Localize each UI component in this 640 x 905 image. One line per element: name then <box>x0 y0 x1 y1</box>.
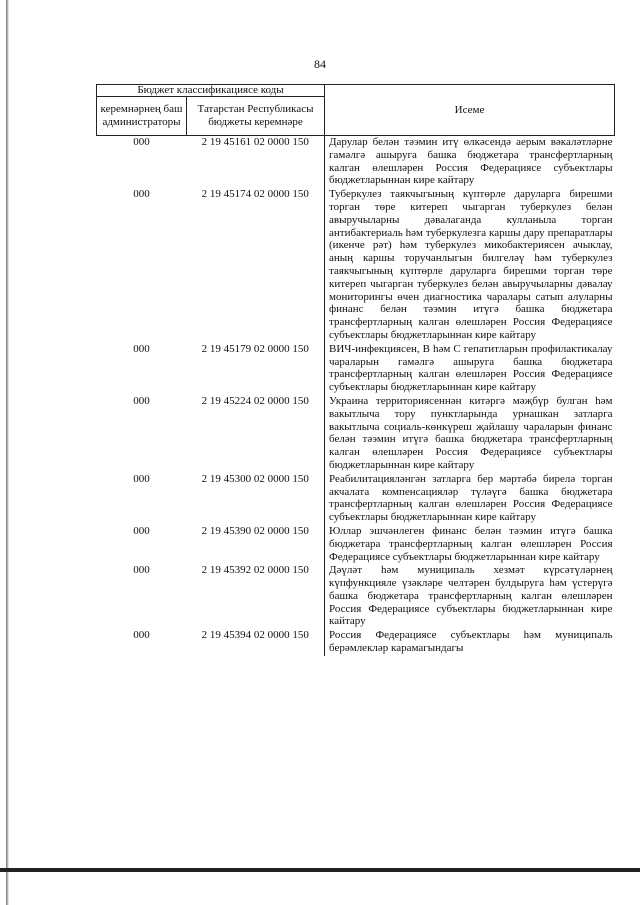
scan-left-edge <box>6 0 9 905</box>
admin-code-cell: 000 <box>133 394 150 407</box>
header-name-column: Исеме <box>325 85 615 136</box>
table-row <box>97 564 615 629</box>
revenue-name-text: Туберкулез таякчыгының күптөрле даруларга бирешми торган төре китереп чыгарган туберкулез белән авыручыларны дәвалаганда кулланыла торган антибактериаль һәм туберкулезга каршы дару препаратлары (икенче рәт) һәм туберкулез микобактериясен ачыклау, аның каршы торучанлыгын билгеләү һәм туберкулез таякчыгының күптөрле даруларга бирешми торган төре китереп чыгарган туберкулез белән авыручыларны дәвалау мониторингы өчен диагностика чаралары сатып алуларны финанс белән тәэмин итүгә башка бюджетара трансфертларның калган өлешләрен Россия Федерациясе субъектлары бюджетларыннан кире кайтару <box>329 188 613 341</box>
revenue-name-cell <box>325 343 615 395</box>
admin-code-cell: 000 <box>133 472 150 485</box>
revenue-name-cell <box>325 395 615 473</box>
budget-code-cell: 2 19 45179 02 0000 150 <box>201 342 309 355</box>
revenue-name-text: Юллар эшчәнлеген финанс белән тәэмин итүгә башка бюджетара трансфертларның калган өлешләрен Россия Федерациясе субъектлары бюджетларыннан кире кайтару <box>329 524 613 563</box>
header-group-budget-code: Бюджет классификациясе коды <box>97 85 325 97</box>
document-page <box>96 84 614 656</box>
budget-classification-table <box>96 84 615 656</box>
table-row <box>97 188 615 343</box>
revenue-name-text: Украина территориясеннән китәргә мәҗбүр булган һәм вакытлыча тору пунктларында урнашкан затларга вакытлыча социаль-көнкүреш җайлашу чараларын финанс белән тәэмин итүгә башка бюджетара трансфертларның калган өлешләрен Россия Федерациясе субъектлары бюджетларыннан кире кайтару <box>329 394 613 471</box>
admin-code-cell: 000 <box>133 188 150 201</box>
revenue-name-text: Дәүләт һәм муниципаль хезмәт күрсәтүләрнең күпфункцияле үзәкләре челтәрен булдыруга һәм үстерүгә башка бюджетара трансфертларның калган өлешләрен Россия Федерациясе субъектлары бюджетларыннан кире кайтару <box>329 564 613 628</box>
table-body <box>97 136 615 656</box>
revenue-name-cell <box>325 136 615 189</box>
admin-code-cell: 000 <box>133 629 150 642</box>
table-row <box>97 395 615 473</box>
page-number: 84 <box>314 57 326 71</box>
budget-code-cell: 2 19 45174 02 0000 150 <box>201 188 309 201</box>
revenue-name-text: Реабилитацияләнгән затларга бер мәртәбә бирелә торган акчалата компенсацияләр түләүгә башка бюджетара трансфертларның калган өлешләрен Россия Федерациясе субъектлары бюджетларыннан кире кайтару <box>329 472 613 524</box>
revenue-name-text: Россия Федерациясе субъектлары һәм муниципаль берәмлекләр карамагындагы <box>329 629 613 655</box>
admin-code-cell: 000 <box>133 136 150 148</box>
header-admin-column: керемнәрнең баш администраторы <box>97 97 187 136</box>
admin-code-cell: 000 <box>133 342 150 355</box>
admin-code-cell: 000 <box>133 524 150 537</box>
table-row <box>97 473 615 525</box>
budget-code-cell: 2 19 45224 02 0000 150 <box>201 394 309 407</box>
header-budget-revenue-column: Татарстан Республикасы бюджеты керемнәре <box>187 97 325 136</box>
revenue-name-text: Дарулар белән тәэмин итү өлкәсендә аерым вәкаләтләрне гамәлгә ашыруга башка бюджетара трансфертларның калган өлешләрен Россия Федерациясе субъектлары бюджетларыннан кире кайтару <box>329 136 613 187</box>
table-row <box>97 525 615 564</box>
budget-code-cell: 2 19 45390 02 0000 150 <box>201 524 309 537</box>
revenue-name-text: ВИЧ-инфекциясен, В һәм С гепатитларын профилактикалау чараларын гамәлгә ашыруга башка бюджетара трансфертларның калган өлешләрен Россия Федерациясе субъектлары бюджетларыннан кире кайтару <box>329 342 613 394</box>
revenue-name-cell <box>325 629 615 656</box>
revenue-name-cell <box>325 564 615 629</box>
scan-bottom-edge <box>0 868 640 872</box>
table-row <box>97 343 615 395</box>
revenue-name-cell <box>325 473 615 525</box>
budget-code-cell: 2 19 45161 02 0000 150 <box>201 136 309 148</box>
admin-code-cell: 000 <box>133 564 150 577</box>
table-row <box>97 136 615 189</box>
budget-code-cell: 2 19 45392 02 0000 150 <box>201 564 309 577</box>
budget-code-cell: 2 19 45300 02 0000 150 <box>201 472 309 485</box>
revenue-name-cell <box>325 525 615 564</box>
revenue-name-cell <box>325 188 615 343</box>
budget-code-cell: 2 19 45394 02 0000 150 <box>201 629 309 642</box>
table-row <box>97 629 615 656</box>
